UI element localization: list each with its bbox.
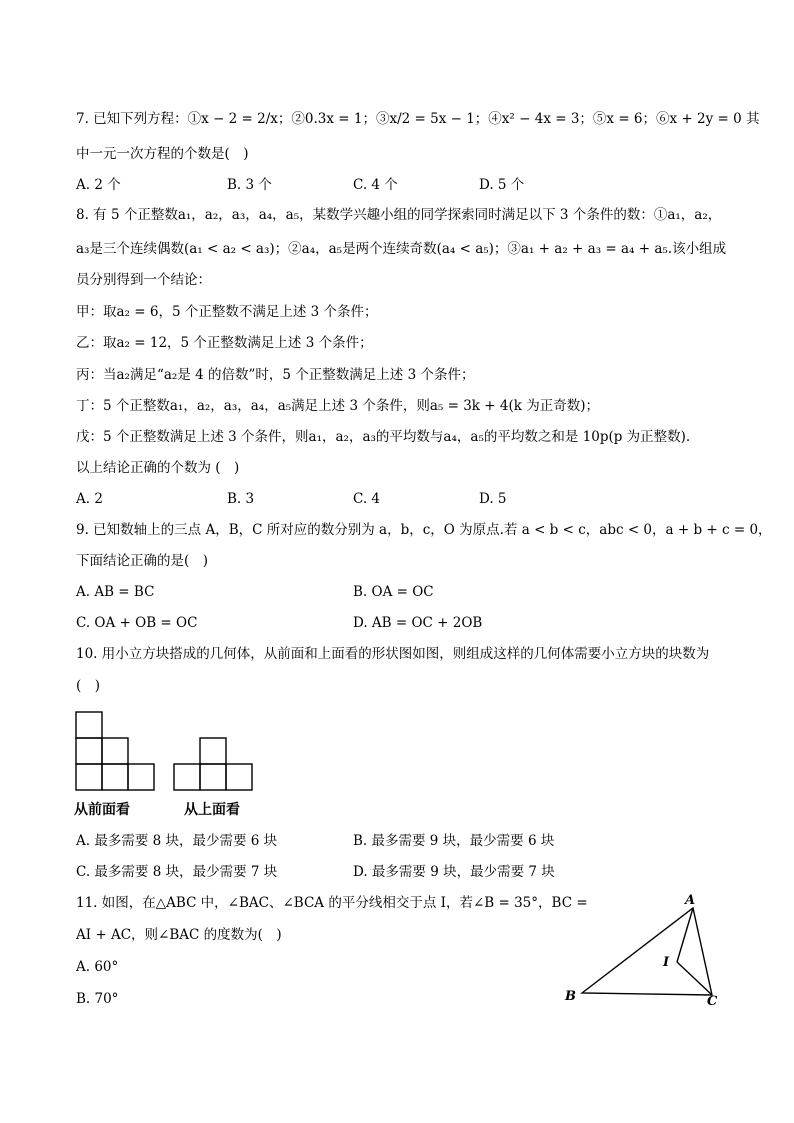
q10-option-b: B. 最多需要 9 块，最少需要 6 块 [353, 833, 555, 849]
q10-option-c: C. 最多需要 8 块，最少需要 7 块 [76, 864, 278, 880]
q8-line: 8. 有 5 个正整数a₁，a₂，a₃，a₄，a₅，某数学兴趣小组的同学探索同时满足以下 3 个条件的数：①a₁，a₂， [76, 207, 722, 223]
q10-option-d: D. 最多需要 9 块，最少需要 7 块 [353, 864, 555, 880]
q9-option-a: A. AB = BC [76, 584, 155, 600]
q9-option-d: D. AB = OC + 2OB [353, 615, 483, 631]
point-c-label: C [707, 994, 718, 1009]
point-i-label: I [663, 955, 670, 970]
q11-option-a: A. 60° [76, 959, 119, 975]
q10-stem-line1: 10. 用小立方块搭成的几何体，从前面和上面看的形状图如图，则组成这样的几何体需要小立方块的块数为 [76, 646, 710, 662]
q7-option-c: C. 4 个 [353, 177, 398, 193]
q8-line: 戊：5 个正整数满足上述 3 个条件，则a₁，a₂，a₃的平均数与a₄，a₅的平均数之和是 10p(p 为正整数). [76, 429, 691, 445]
q8-line: 以上结论正确的个数为 ( ) [76, 460, 240, 476]
top-view-figure [172, 736, 254, 792]
front-view-figure [74, 710, 158, 792]
q11-stem-line1: 11. 如图，在△ABC 中，∠BAC、∠BCA 的平分线相交于点 I，若∠B = 35°，BC = [76, 895, 588, 911]
point-b-label: B [565, 989, 576, 1004]
q8-option-c: C. 4 [353, 491, 381, 507]
q8-line: 丙：当a₂满足“a₂是 4 的倍数”时，5 个正整数满足上述 3 个条件； [76, 367, 475, 383]
top-view-label: 从上面看 [184, 802, 240, 818]
q9-option-c: C. OA + OB = OC [76, 615, 198, 631]
q8-line: 员分别得到一个结论： [76, 272, 211, 288]
q9-stem-line1: 9. 已知数轴上的三点 A，B，C 所对应的数分别为 a，b，c，O 为原点.若 a < b < c，abc < 0，a + b + c = 0， [76, 522, 772, 538]
q8-option-a: A. 2 [76, 491, 103, 507]
q11-stem-line2: AI + AC，则∠BAC 的度数为( ) [76, 927, 282, 943]
q9-option-b: B. OA = OC [353, 584, 434, 600]
q7-stem-line2: 中一元一次方程的个数是( ) [76, 146, 249, 162]
q9-stem-line2: 下面结论正确的是( ) [76, 553, 209, 569]
q7-stem-line1: 7. 已知下列方程：①x − 2 = 2/x；②0.3x = 1；③x/2 = 5x − 1；④x² − 4x = 3；⑤x = 6；⑥x + 2y = 0 其 [76, 111, 760, 127]
q8-line: 丁：5 个正整数a₁，a₂，a₃，a₄，a₅满足上述 3 个条件，则a₅ = 3k + 4(k 为正奇数)； [76, 398, 599, 414]
point-a-label: A [685, 893, 696, 908]
q8-line: a₃是三个连续偶数(a₁ < a₂ < a₃)；②a₄，a₅是两个连续奇数(a₄ < a₅)；③a₁ + a₂ + a₃ = a₄ + a₅.该小组成 [76, 241, 727, 257]
q8-option-b: B. 3 [227, 491, 255, 507]
q10-option-a: A. 最多需要 8 块，最少需要 6 块 [76, 833, 278, 849]
q8-option-d: D. 5 [479, 491, 507, 507]
q11-option-b: B. 70° [76, 991, 119, 1007]
q7-option-b: B. 3 个 [227, 177, 272, 193]
triangle-figure [560, 890, 730, 1015]
q7-option-a: A. 2 个 [76, 177, 121, 193]
q8-line: 甲：取a₂ = 6，5 个正整数不满足上述 3 个条件； [76, 304, 378, 320]
q10-stem-line2: ( ) [76, 678, 101, 694]
q7-option-d: D. 5 个 [479, 177, 525, 193]
q8-line: 乙：取a₂ = 12，5 个正整数满足上述 3 个条件； [76, 335, 373, 351]
front-view-label: 从前面看 [74, 802, 130, 818]
